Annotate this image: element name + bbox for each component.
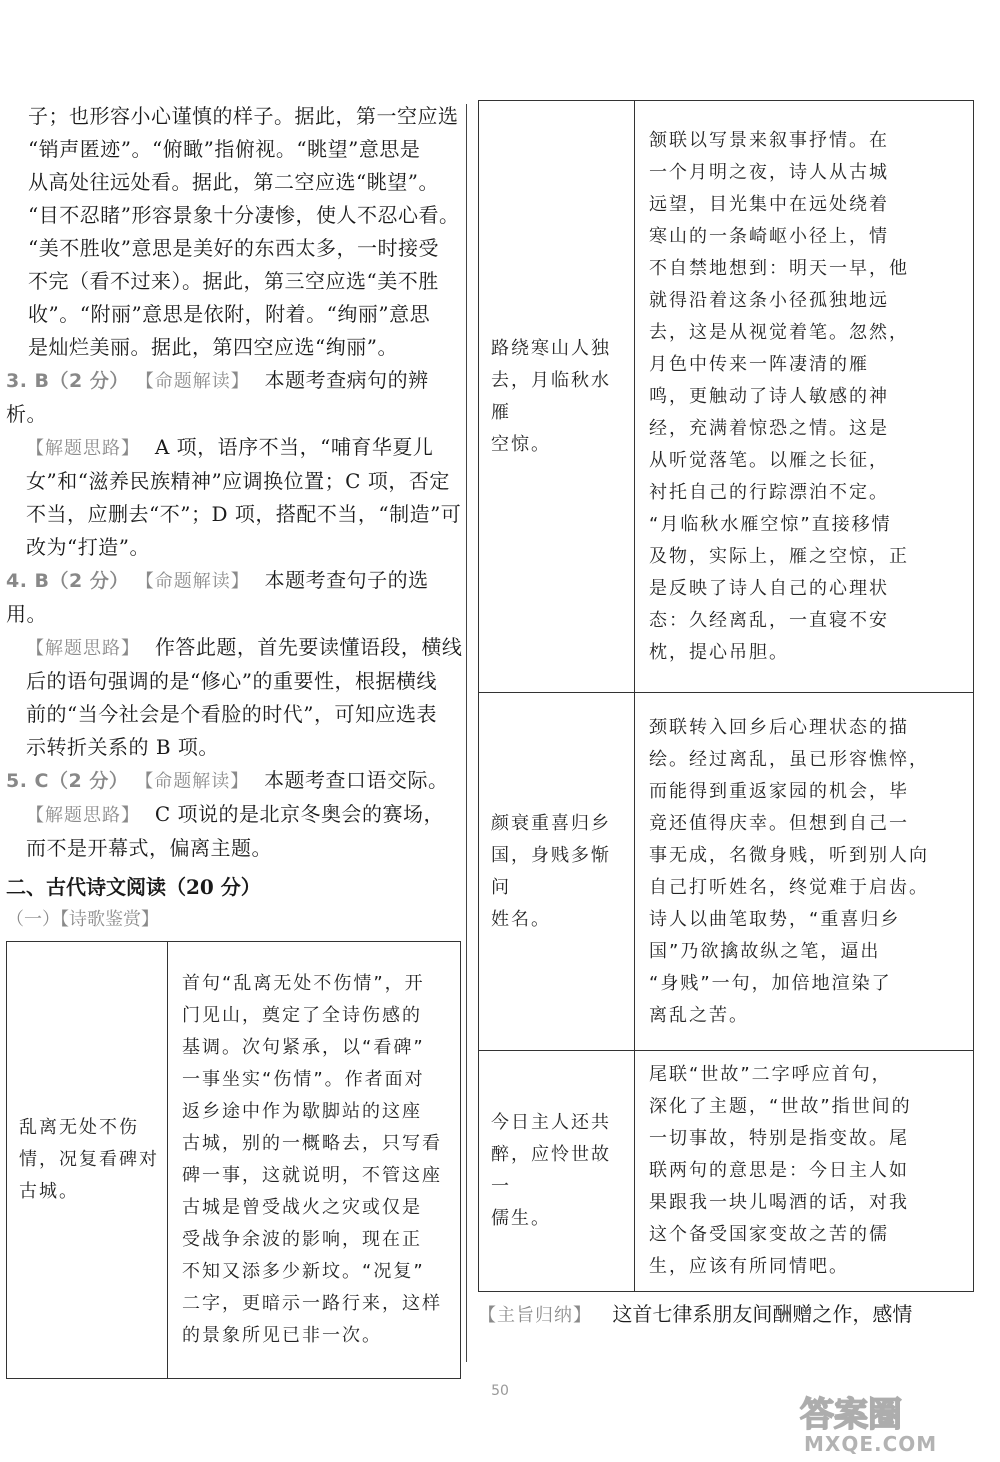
summary-text: 这首七律系朋友间酬赠之作，感情 (612, 1302, 913, 1326)
tag-label: 【解题思路】 (26, 438, 140, 459)
watermark (796, 1392, 986, 1458)
text-line: 是灿烂美丽。据此，第四空应选“绚丽”。 (28, 335, 398, 359)
column-divider (466, 104, 467, 1362)
text-line: 作答此题，首先要读懂语段，横线 (154, 635, 463, 659)
answer-5-body (6, 798, 468, 865)
verse-cell: 今日主人还共 醉，应怜世故一 儒生。 (479, 1051, 635, 1292)
answer-5-header (6, 764, 468, 798)
table-row (7, 942, 461, 1379)
tag-label: 【命题解读】 (135, 371, 250, 392)
tag-label: 【命题解读】 (135, 571, 250, 592)
text-line: 示转折关系的 B 项。 (26, 735, 219, 759)
text-line: “销声匿迹”。“俯瞰”指俯视。“眺望”意思是 (28, 137, 421, 161)
sub-title: （一）【诗歌鉴赏】 (6, 909, 159, 930)
analysis-cell: 首句“乱离无处不伤情”，开 门见山，奠定了全诗伤感的 基调。次句紧承，以“看碑” 一事坐实“伤情”。作者面对 返乡途中作为歇脚站的这座 古城，别的一概略去，只写看 碑一事，这就说明，不管这座 古城是曾受战火之灾或仅是 受战争余波的影响，现在正 不知又添多少新坟。“况复” 二字，更暗示一路行来，这样 的景象所见已非一次。 (168, 942, 461, 1379)
table-row (479, 1051, 974, 1292)
answer-3 (6, 364, 468, 564)
verse-cell: 乱离无处不伤 情，况复看碑对 古城。 (7, 942, 168, 1379)
answer-2-explanation (28, 100, 468, 364)
analysis-cell: 颈联转入回乡后心理状态的描 绘。经过离乱，虽已形容憔悴， 而能得到重返家园的机会，毕 竟还值得庆幸。但想到自己一 事无成，名微身贱，听到别人向 自己打听姓名，终觉难于启齿。 诗人以曲笔取势，“重喜归乡 国”乃欲擒故纵之笔，逼出 “身贱”一句，加倍地渲染了 离乱之苦。 (635, 693, 974, 1051)
answer-3-body (6, 431, 468, 564)
tag-label: 【解题思路】 (26, 805, 140, 826)
text-line: 后的语句强调的是“修心”的重要性，根据横线 (26, 669, 437, 693)
question-number: 5. C（2 分） (6, 770, 129, 792)
question-desc: 本题考查口语交际。 (264, 768, 449, 792)
poem-analysis-table (6, 941, 461, 1379)
right-column (478, 100, 974, 1292)
answer-4-body (6, 631, 468, 764)
section-title: 二、古代诗文阅读（20 分） (6, 875, 261, 899)
left-column (6, 100, 468, 1379)
text-line: A 项，语序不当，“哺育华夏儿 (154, 435, 434, 459)
watermark-url: MXQE.COM (804, 1432, 938, 1456)
analysis-cell: 尾联“世故”二字呼应首句， 深化了主题，“世故”指世间的 一切事故，特别是指变故。尾 联两句的意思是：今日主人如 果跟我一块儿喝酒的话，对我 这个备受国家变故之苦的儒 生，应该有所同情吧。 (635, 1051, 974, 1292)
page-number: 50 (491, 1383, 509, 1399)
text-line: 收”。“附丽”意思是依附，附着。“绚丽”意思 (28, 302, 431, 326)
text-line: 不当，应删去“不”；D 项，搭配不当，“制造”可 (26, 502, 462, 526)
answer-3-header (6, 364, 468, 431)
text-line: 前的“当今社会是个看脸的时代”，可知应选表 (26, 702, 437, 726)
answer-5 (6, 764, 468, 865)
analysis-cell: 颔联以写景来叙事抒情。在 一个月明之夜，诗人从古城 远望，目光集中在远处绕着 寒山的一条崎岖小径上，情 不自禁地想到：明天一早，他 就得沿着这条小径孤独地远 去，这是从视觉着笔。忽然， 月色中传来一阵凄清的雁 鸣，更触动了诗人敏感的神 经，充满着惊恐之情。这是 从听觉落笔。以雁之长征， 衬托自己的行踪漂泊不定。 “月临秋水雁空惊”直接移情 及物，实际上，雁之空惊，正 是反映了诗人自己的心理状 态：久经离乱，一直寝不安 枕，提心吊胆。 (635, 101, 974, 693)
watermark-logo-text: 答案圈 (800, 1395, 902, 1434)
text-line: C 项说的是北京冬奥会的赛场， (154, 802, 445, 826)
text-line: 不完（看不过来）。据此，第三空应选“美不胜 (28, 269, 439, 293)
answer-4-header (6, 564, 468, 631)
question-desc: 本题考查句子的选用。 (6, 568, 429, 626)
text-line: 改为“打造”。 (26, 535, 150, 559)
theme-summary (478, 1298, 974, 1332)
text-line: “目不忍睹”形容景象十分凄惨，使人不忍心看。 (28, 203, 460, 227)
watermark-logo-icon (796, 1392, 986, 1434)
table-row (479, 693, 974, 1051)
verse-cell: 颜衰重喜归乡 国，身贱多惭问 姓名。 (479, 693, 635, 1051)
question-number: 4. B（2 分） (6, 570, 129, 592)
tag-label: 【解题思路】 (26, 638, 140, 659)
poem-analysis-table (478, 100, 974, 1292)
verse-cell: 路绕寒山人独 去，月临秋水雁 空惊。 (479, 101, 635, 693)
text-line: “美不胜收”意思是美好的东西太多，一时接受 (28, 236, 439, 260)
table-row (479, 101, 974, 693)
text-line: 从高处往远处看。据此，第二空应选“眺望”。 (28, 170, 439, 194)
tag-label: 【命题解读】 (135, 771, 250, 792)
question-desc: 本题考查病句的辨析。 (6, 368, 429, 426)
question-number: 3. B（2 分） (6, 370, 129, 392)
text-line: 子；也形容小心谨慎的样子。据此，第一空应选 (28, 104, 459, 128)
text-line: 女”和“滋养民族精神”应调换位置；C 项，否定 (26, 469, 450, 493)
answer-4 (6, 564, 468, 764)
tag-label: 【主旨归纳】 (478, 1305, 592, 1326)
text-line: 而不是开幕式，偏离主题。 (26, 836, 272, 860)
